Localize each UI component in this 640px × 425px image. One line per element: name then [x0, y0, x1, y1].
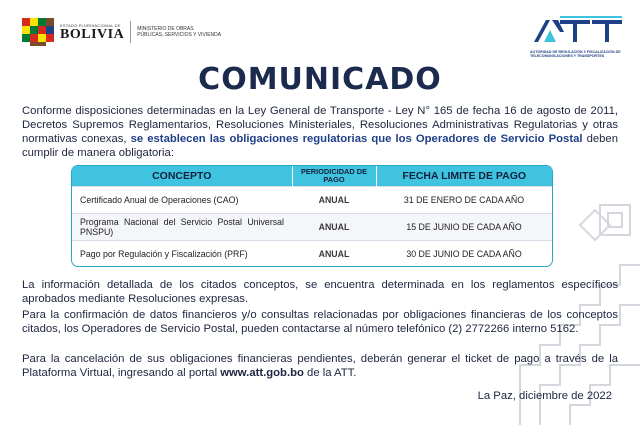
intro-text: Conforme disposiciones determinadas en la Ley General de Transporte - Ley N° 165 de fecha 16 de agosto de 2011, Decretos Supremos Reglamentarios, Resoluciones Ministeriales, Resoluciones Administrativas Regulatorias y otras normativas conexas,: [22, 105, 618, 145]
bolivia-big-text: BOLIVIA: [60, 26, 125, 42]
ministry-line-2: PÚBLICAS, SERVICIOS Y VIVIENDA: [137, 32, 222, 38]
date-line: La Paz, diciembre de 2022: [477, 390, 612, 402]
bolivia-small-text: ESTADO PLURINACIONAL DE: [60, 22, 121, 28]
intro-highlight: se establecen las obligaciones regulatorias que los Operadores de Servicio Postal: [130, 133, 583, 145]
header-fecha: FECHA LIMITE DE PAGO: [376, 166, 552, 186]
cell-concepto: Pago por Regulación y Fiscalización (PRF): [72, 240, 292, 267]
obligations-table: [71, 165, 553, 267]
ministry-name: [137, 26, 237, 38]
bolivia-emblem-icon: [20, 16, 56, 48]
cell-fecha: 15 DE JUNIO DE CADA AÑO: [376, 213, 552, 240]
table-row: [72, 213, 552, 240]
portal-link[interactable]: www.att.gob.bo: [220, 367, 304, 379]
page-header: [0, 0, 640, 60]
header-concepto: CONCEPTO: [72, 166, 292, 186]
att-subtitle: AUTORIDAD DE REGULACIÓN Y FISCALIZACIÓN DE TELECOMUNICACIONES Y TRANSPORTES: [530, 50, 621, 59]
info-paragraph: La información detallada de los citados conceptos, se encuentra determinada en los reglamentos específicos aprobados mediante Resoluciones expresas.: [22, 279, 618, 305]
cell-periodicidad: ANUAL: [292, 186, 376, 213]
cell-fecha: 31 DE ENERO DE CADA AÑO: [376, 186, 552, 213]
table-row: [72, 186, 552, 213]
cell-concepto: Certificado Anual de Operaciones (CAO): [72, 186, 292, 213]
cell-concepto: Programa Nacional del Servicio Postal Universal PNSPU): [72, 213, 292, 240]
cell-periodicidad: ANUAL: [292, 240, 376, 267]
intro-paragraph: [22, 104, 618, 160]
intro-end: deben cumplir de manera obligatoria:: [22, 133, 618, 159]
payment-text: Para la cancelación de sus obligaciones financieras pendientes, deberán generar el ticket de pago a través de la Plataforma Virtual, ingresando al portal: [22, 353, 618, 379]
logo-divider: [130, 21, 131, 43]
table-row: [72, 240, 552, 267]
cell-periodicidad: ANUAL: [292, 213, 376, 240]
ministry-line-1: MINISTERIO DE OBRAS: [137, 26, 194, 32]
page-title: COMUNICADO: [198, 62, 442, 97]
cell-fecha: 30 DE JUNIO DE CADA AÑO: [376, 240, 552, 267]
header-periodicidad: PERIODICIDAD DE PAGO: [292, 166, 376, 186]
contact-paragraph: Para la confirmación de datos financieros y/o consultas relacionadas por obligaciones financieras de los conceptos citados, los Operadores de Servicio Postal, pueden contactarse al número telefónico (2) 2772266 interno 5162.: [22, 309, 618, 335]
att-logo-icon: [530, 16, 630, 44]
payment-paragraph: [22, 352, 618, 380]
bolivia-logo: [20, 16, 237, 48]
payment-end: de la ATT.: [303, 367, 357, 379]
att-logo: [530, 16, 630, 59]
table-header-row: [72, 166, 552, 186]
